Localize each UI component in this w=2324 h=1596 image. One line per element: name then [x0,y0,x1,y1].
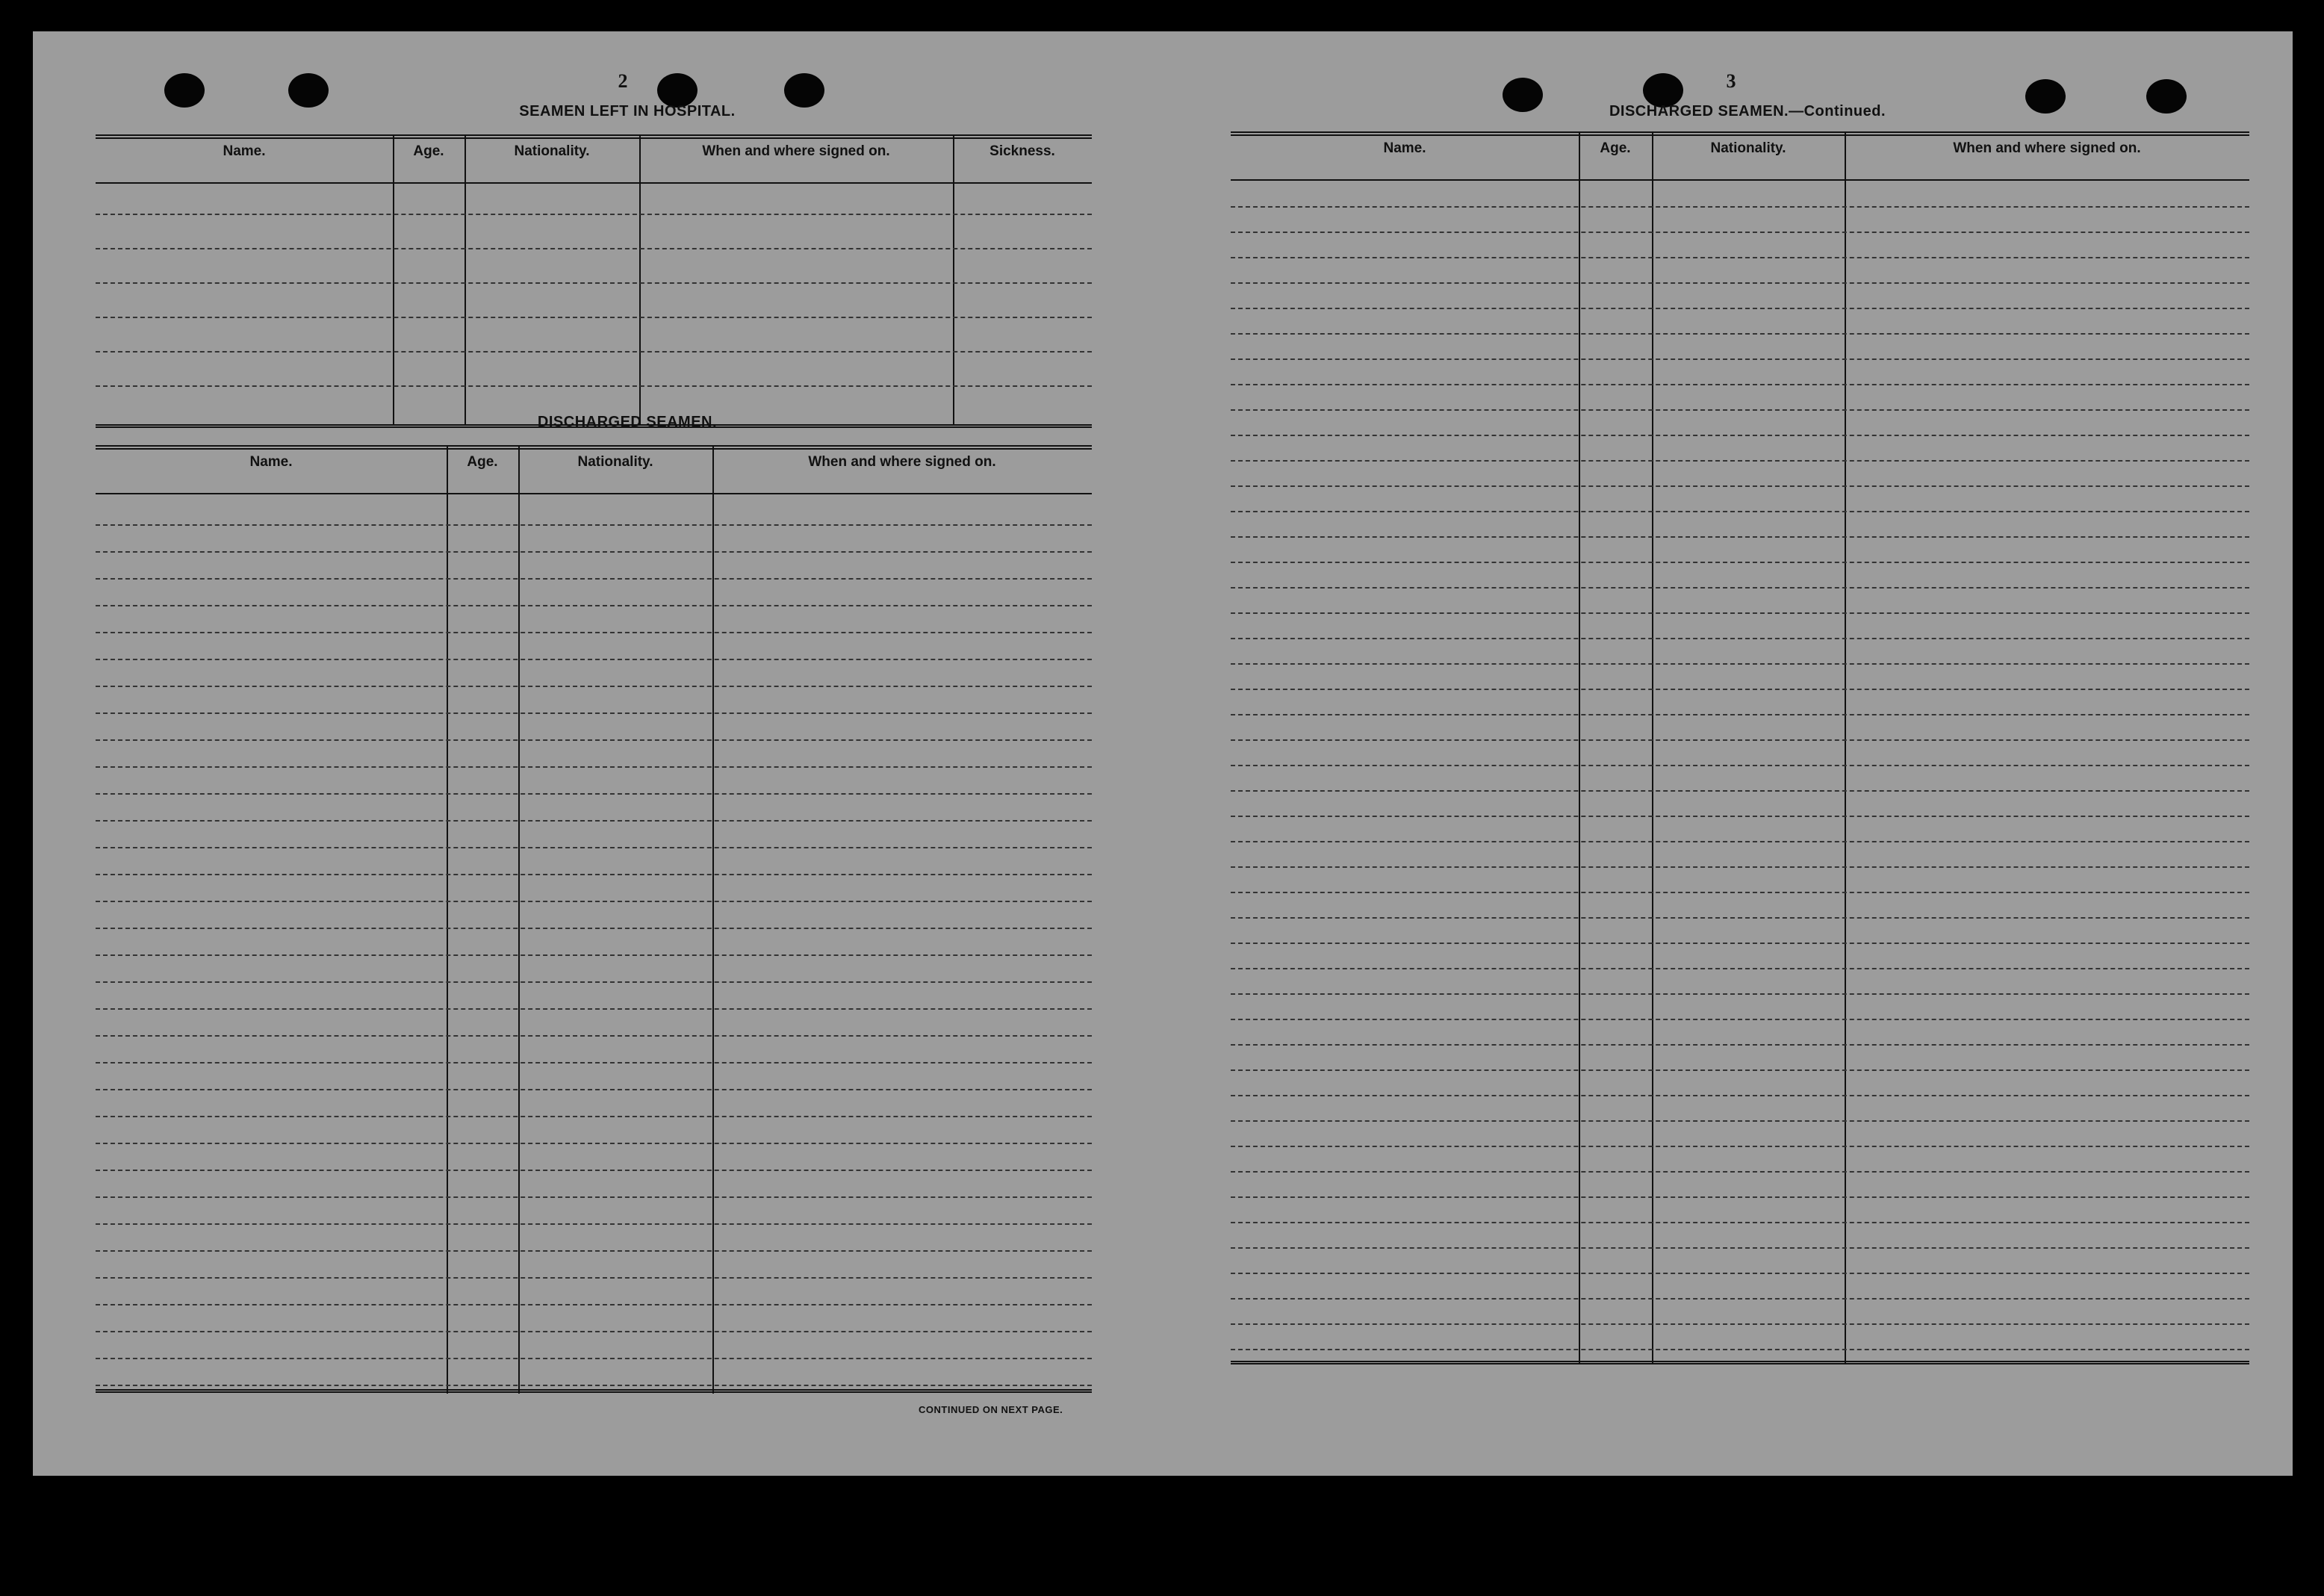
table-row [1231,587,2249,589]
table-header-rule [1231,179,2249,181]
column-divider [1652,131,1653,1364]
discharged-col-signed-on: When and where signed on. [808,454,996,470]
table-row [96,1250,1092,1252]
continued-col-signed-on: When and where signed on. [1953,140,2141,156]
table-row [96,1385,1092,1386]
discharged-continued-title: DISCHARGED SEAMEN.—Continued. [1609,103,1886,119]
table-row [1231,714,2249,715]
document-sheet [33,31,2293,1476]
table-row [96,1304,1092,1305]
table-row [1231,1044,2249,1046]
table-row [1231,1120,2249,1122]
table-row [96,632,1092,633]
table-row [96,605,1092,606]
table-row [1231,485,2249,487]
column-divider [1845,131,1846,1364]
table-row [1231,917,2249,919]
table-row [96,1089,1092,1090]
table-row [96,1277,1092,1279]
column-divider [639,134,641,424]
table-row [1231,1019,2249,1020]
punch-hole [2146,79,2187,114]
discharged-col-nationality: Nationality. [577,454,653,470]
hospital-col-signed-on: When and where signed on. [702,143,890,159]
table-row [1231,841,2249,842]
table-row [96,766,1092,768]
table-row [1231,308,2249,309]
table-bottom-rule [1231,1361,2249,1364]
table-row [96,1170,1092,1171]
table-row [96,317,1092,318]
table-row [1231,257,2249,258]
hospital-col-age: Age. [413,143,444,159]
column-divider [465,134,466,424]
table-row [1231,1222,2249,1223]
table-row [96,874,1092,875]
table-row [1231,511,2249,512]
column-divider [953,134,954,424]
page-number-left: 2 [618,70,628,92]
table-row [1231,1069,2249,1071]
table-row [96,981,1092,983]
table-row [1231,765,2249,766]
table-row [1231,409,2249,411]
table-row [96,928,1092,929]
table-row [1231,460,2249,462]
column-divider [1579,131,1580,1364]
table-row [1231,612,2249,614]
table-row [96,1196,1092,1198]
table-row [1231,968,2249,969]
hospital-col-nationality: Nationality. [514,143,590,159]
table-row [96,1358,1092,1359]
table-row [1231,1247,2249,1249]
table-row [96,1008,1092,1010]
table-row [96,248,1092,249]
column-divider [393,134,394,424]
table-row [1231,1171,2249,1173]
table-row [1231,333,2249,335]
table-top-rule [96,445,1092,450]
table-row [1231,282,2249,284]
table-row [96,578,1092,580]
table-row [1231,1349,2249,1350]
table-row [96,712,1092,714]
table-row [1231,790,2249,792]
table-row [96,1143,1092,1144]
table-row [96,1223,1092,1225]
table-row [1231,816,2249,817]
table-row [1231,943,2249,944]
table-row [1231,1323,2249,1325]
discharged-continued-table [1231,131,2249,1364]
table-row [1231,739,2249,741]
table-row [96,659,1092,660]
table-row [96,739,1092,741]
table-row [96,820,1092,822]
hospital-section-title: SEAMEN LEFT IN HOSPITAL. [519,103,736,119]
page-number-right: 3 [1726,70,1736,92]
table-row [96,1035,1092,1037]
table-header-rule [96,182,1092,184]
table-row [96,1062,1092,1064]
table-row [1231,638,2249,639]
table-row [96,1116,1092,1117]
table-row [96,793,1092,795]
table-row [1231,562,2249,563]
table-row [1231,536,2249,538]
continued-col-name: Name. [1383,140,1426,156]
table-row [1231,689,2249,690]
table-row [1231,866,2249,868]
table-bottom-rule [96,1389,1092,1393]
table-row [96,686,1092,687]
table-row [1231,435,2249,436]
table-row [1231,1095,2249,1096]
table-row [1231,384,2249,385]
table-row [96,1331,1092,1332]
continued-note: CONTINUED ON NEXT PAGE. [919,1404,1063,1415]
table-row [1231,1196,2249,1198]
table-row [96,282,1092,284]
discharged-col-name: Name. [249,454,293,470]
table-row [96,214,1092,215]
table-row [1231,892,2249,893]
discharged-table [96,445,1092,1394]
table-row [96,551,1092,553]
table-row [96,524,1092,526]
continued-col-nationality: Nationality. [1710,140,1786,156]
table-header-rule [96,493,1092,494]
discharged-col-age: Age. [467,454,498,470]
table-row [1231,993,2249,995]
hospital-col-sickness: Sickness. [989,143,1055,159]
hospital-col-name: Name. [223,143,266,159]
table-row [1231,663,2249,665]
table-row [1231,232,2249,233]
table-row [1231,1273,2249,1274]
table-top-rule [96,134,1092,139]
table-row [96,385,1092,387]
table-row [1231,1146,2249,1147]
punch-hole [164,73,205,108]
table-row [96,351,1092,353]
table-row [1231,206,2249,208]
continued-col-age: Age. [1600,140,1631,156]
hospital-table [96,134,1092,424]
table-top-rule [1231,131,2249,136]
table-row [1231,1298,2249,1300]
table-row [96,847,1092,848]
discharged-section-title: DISCHARGED SEAMEN. [537,414,718,430]
table-row [96,954,1092,956]
table-row [96,901,1092,902]
table-row [1231,358,2249,360]
